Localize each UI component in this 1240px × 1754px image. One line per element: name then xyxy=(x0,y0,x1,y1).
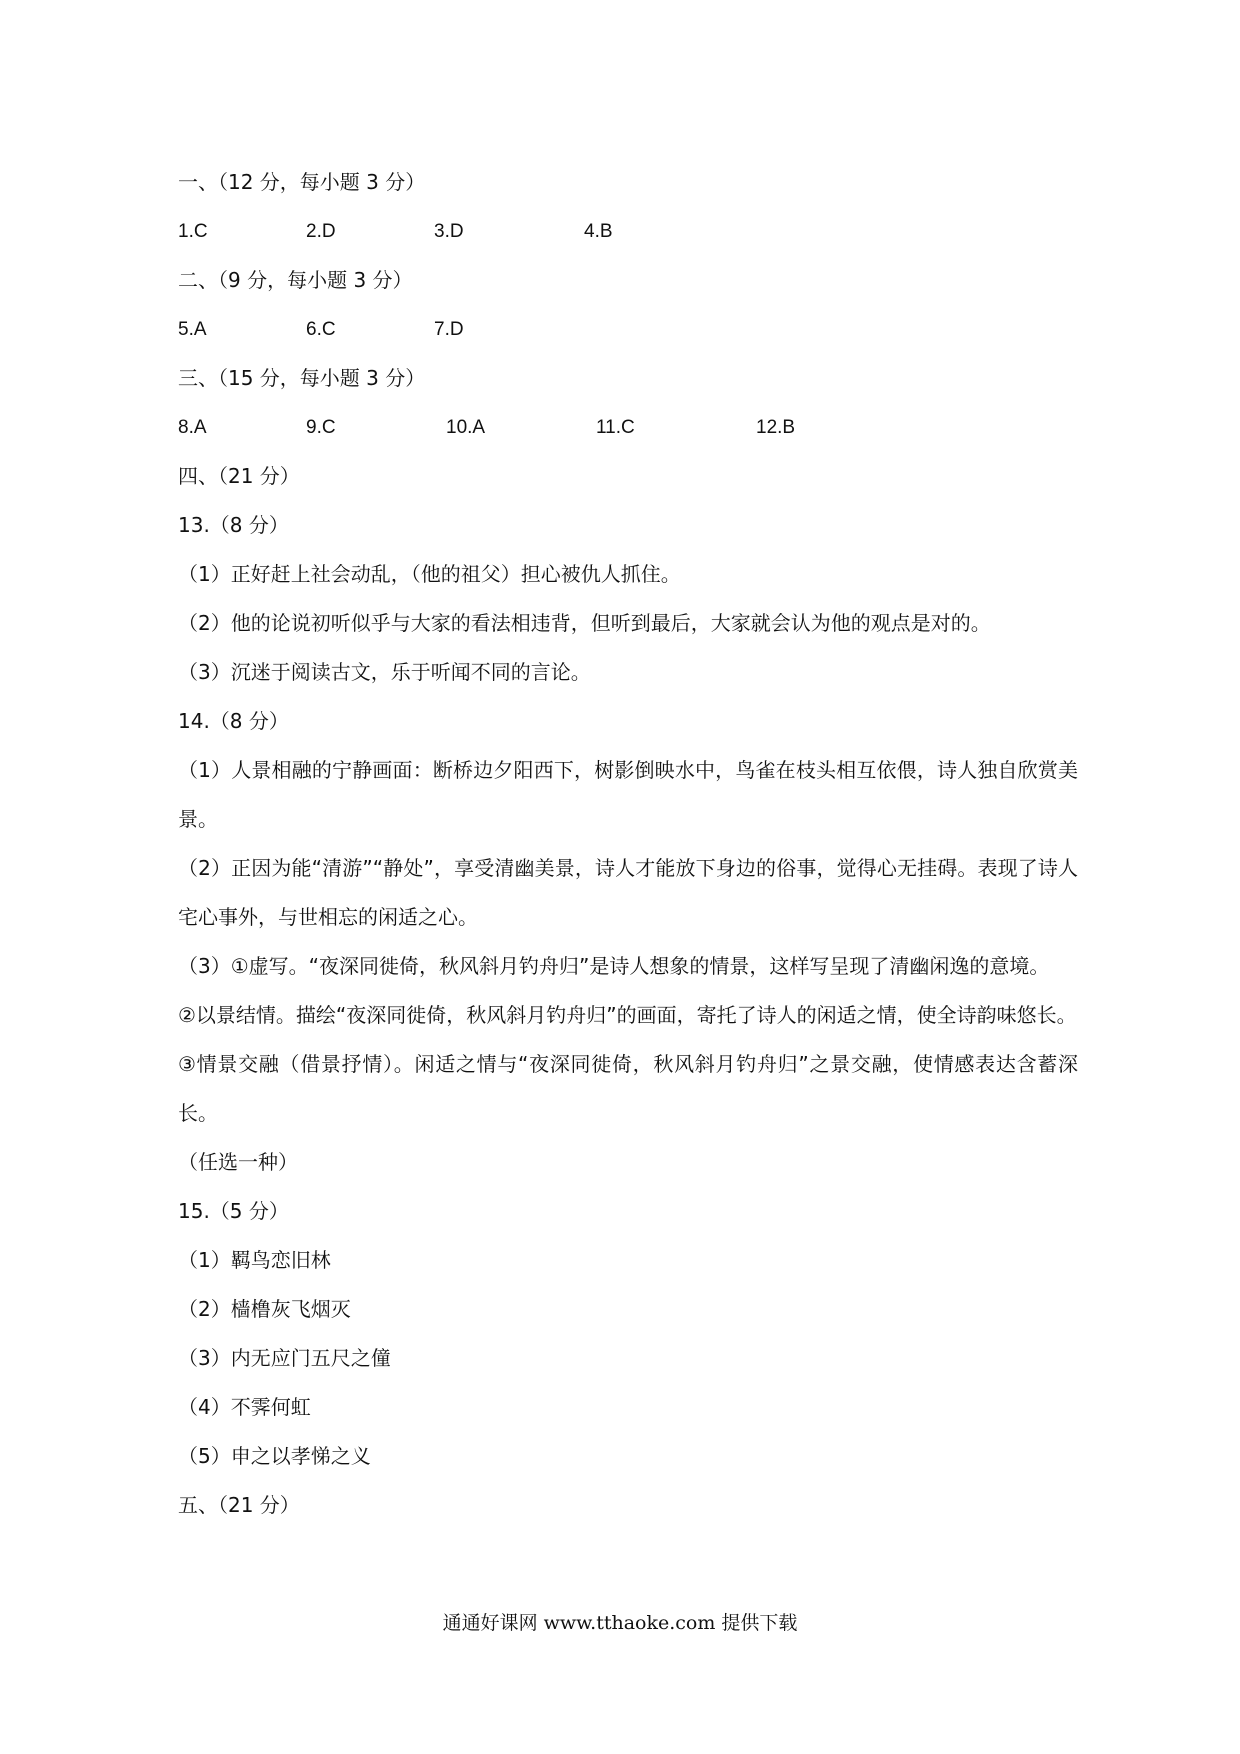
answer-item: 3.D xyxy=(434,221,464,242)
answer-item: 12.B xyxy=(756,417,796,438)
section-1-header: 一、（12 分，每小题 3 分） xyxy=(178,170,426,194)
question-14-part-1: （1）人景相融的宁静画面：断桥边夕阳西下，树影倒映水中，鸟雀在枝头相互依偎，诗人独自欣赏美景。 xyxy=(178,758,1078,831)
answer-item: 1.C xyxy=(178,221,208,242)
question-15-header: 15.（5 分） xyxy=(178,1199,289,1223)
section-3-answers xyxy=(178,403,1078,452)
question-15-part-3: （3）内无应门五尺之僮 xyxy=(178,1346,391,1370)
section-1-answers xyxy=(178,207,1078,256)
question-14-part-3c: ③情景交融（借景抒情）。闲适之情与“夜深同徙倚，秋风斜月钓舟归”之景交融，使情感表达含蓄深长。 xyxy=(178,1052,1078,1125)
section-2-header: 二、（9 分，每小题 3 分） xyxy=(178,268,413,292)
answer-item: 4.B xyxy=(584,221,613,242)
question-15-part-5: （5）申之以孝悌之义 xyxy=(178,1444,371,1468)
answer-item: 6.C xyxy=(306,319,336,340)
question-14-header: 14.（8 分） xyxy=(178,709,289,733)
answer-item: 11.C xyxy=(596,417,635,438)
question-14-part-2: （2）正因为能“清游”“静处”，享受清幽美景，诗人才能放下身边的俗事，觉得心无挂碍。表现了诗人宅心事外，与世相忘的闲适之心。 xyxy=(178,856,1078,929)
question-14-note: （任选一种） xyxy=(178,1150,298,1174)
question-15-part-4: （4）不霁何虹 xyxy=(178,1395,311,1419)
section-2-answers xyxy=(178,305,1078,354)
question-15-part-2: （2）樯橹灰飞烟灭 xyxy=(178,1297,351,1321)
answer-item: 8.A xyxy=(178,417,207,438)
answer-item: 5.A xyxy=(178,319,207,340)
page-footer: 通通好课网 www.tthaoke.com 提供下载 xyxy=(442,1612,798,1634)
section-3-header: 三、（15 分，每小题 3 分） xyxy=(178,366,426,390)
question-15-part-1: （1）羁鸟恋旧林 xyxy=(178,1248,331,1272)
answer-item: 9.C xyxy=(306,417,336,438)
section-4-header: 四、（21 分） xyxy=(178,464,300,488)
answer-item: 7.D xyxy=(434,319,464,340)
question-13-part-1: （1）正好赶上社会动乱，（他的祖父）担心被仇人抓住。 xyxy=(178,562,681,586)
question-13-part-3: （3）沉迷于阅读古文，乐于听闻不同的言论。 xyxy=(178,660,591,684)
question-14-part-3b: ②以景结情。描绘“夜深同徙倚，秋风斜月钓舟归”的画面，寄托了诗人的闲适之情，使全诗韵味悠长。 xyxy=(178,1003,1077,1027)
answer-key-content xyxy=(178,158,1078,1530)
question-13-header: 13.（8 分） xyxy=(178,513,289,537)
answer-item: 10.A xyxy=(446,417,486,438)
question-13-part-2: （2）他的论说初听似乎与大家的看法相违背，但听到最后，大家就会认为他的观点是对的。 xyxy=(178,611,991,635)
question-14-part-3a: （3）①虚写。“夜深同徙倚，秋风斜月钓舟归”是诗人想象的情景，这样写呈现了清幽闲逸的意境。 xyxy=(178,954,1050,978)
section-5-header: 五、（21 分） xyxy=(178,1493,300,1517)
answer-item: 2.D xyxy=(306,221,336,242)
